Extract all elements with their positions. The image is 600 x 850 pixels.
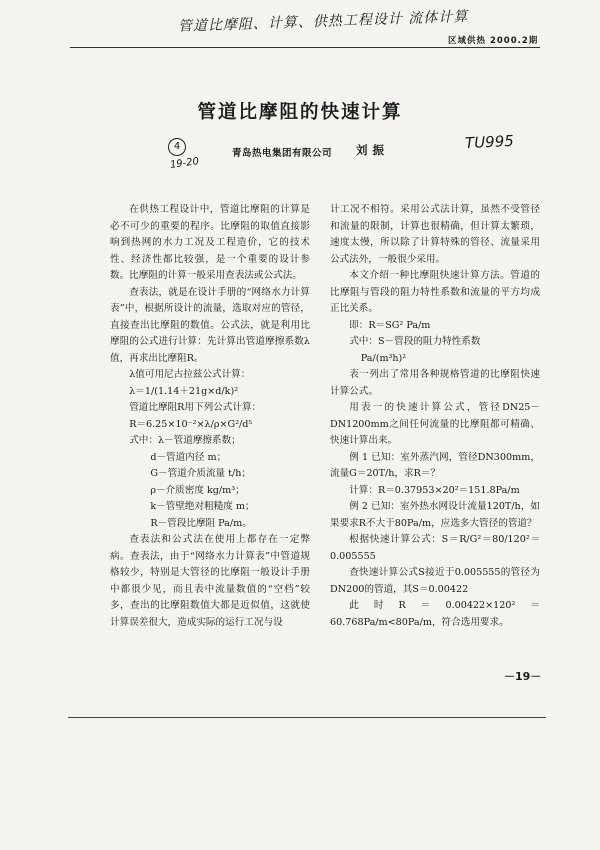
- example: 例 1 已知：室外蒸汽网，管径DN300mm，流量G＝20T/h，求R＝？: [330, 451, 540, 479]
- example: 例 2 已知：室外热水网设计流量120T/h，如果要求R不大于80Pa/m，应选多大管径的管道？: [330, 501, 540, 529]
- paragraph: 在供热工程设计中，管道比摩阻的计算是必不可少的重要的程序。比摩阻的取值直接影响到热网的水力工况及工程造价，它的技术性、经济性都比较强，是一个重要的设计参数。比摩阻的计算一般采用查表法或公式法。: [110, 204, 310, 281]
- legend-line: d－管道内径 m；: [150, 451, 227, 463]
- handwritten-note-top: 管道比摩阻、计算、供热工程设计 流体计算: [177, 8, 469, 35]
- legend-line: ρ－介质密度 kg/m³；: [150, 484, 245, 496]
- paragraph: 查表法，就是在设计手册的“网络水力计算表”中，根据所设计的流量，选取对应的管径，直接查出比摩阻的数值。公式法，就是利用比摩阻的公式进行计算：先计算出管道摩擦系数λ值，再求出比摩阻R。: [110, 286, 310, 364]
- handwritten-page-range: 19-20: [169, 156, 200, 171]
- legend-line: R－管段比摩阻 Pa/m。: [150, 517, 252, 529]
- example: 计算：R＝0.37953×20²＝151.8Pa/m: [349, 484, 520, 496]
- example: 查快速计算公式S接近于0.005555的管径为DN200的管道，其S＝0.00422: [330, 567, 540, 595]
- example: 根据快速计算公式：S＝R/G²＝80/120²＝0.005555: [330, 534, 540, 562]
- right-column: [330, 202, 540, 631]
- legend-line: G－管道介质流量 t/h；: [150, 468, 252, 479]
- legend-line: k－管壁绝对粗糙度 m；: [150, 501, 255, 512]
- legend-line: 式中：S－管段的阻力特性系数: [349, 336, 481, 347]
- paragraph: 本文介绍一种比摩阻快速计算方法。管道的比摩阻与管段的阻力特性系数和流量的平方均成正比关系。: [330, 270, 540, 314]
- page-number: －19－: [504, 670, 542, 683]
- formula: 即：R＝SG² Pa/m: [349, 319, 431, 331]
- header-rule: [70, 47, 540, 48]
- legend-line: Pa/(m³h)²: [360, 352, 407, 364]
- handwritten-circle-number: 4: [168, 138, 186, 156]
- legend-line: 式中：λ－管道摩擦系数；: [129, 435, 241, 446]
- formula: R＝6.25×10⁻²×λ/ρ×G²/d⁵: [129, 418, 253, 430]
- paragraph: 用表一的快速计算公式，管径DN25－DN1200mm之间任何流量的比摩阻都可精确、快速计算出来。: [330, 402, 540, 446]
- author-name: 刘振: [356, 143, 389, 157]
- paragraph: 管道比摩阻R用下列公式计算：: [129, 402, 262, 413]
- journal-header: 区域供热 2000.2期: [448, 36, 539, 46]
- footer-rule: [68, 717, 546, 718]
- paragraph: λ值可用尼古拉兹公式计算：: [129, 369, 251, 380]
- paragraph: 计工况不相符。采用公式法计算，虽然不受管径和流量的限制，计算也很精确，但计算太繁琐，速度太慢，所以除了计算特殊的管径、流量采用公式法外，一般很少采用。: [330, 204, 540, 265]
- author-affiliation: 青岛热电集团有限公司: [232, 148, 333, 159]
- article-title: 管道比摩阻的快速计算: [197, 102, 403, 123]
- left-column: [110, 202, 310, 631]
- formula: λ＝1/(1.14＋21g×d/k)²: [129, 385, 239, 397]
- example: 此时R＝0.00422×120²＝60.768Pa/m<80Pa/m，符合选用要求。: [330, 600, 540, 628]
- handwritten-classification: TU995: [464, 131, 515, 153]
- paragraph: 查表法和公式法在使用上都存在一定弊病。查表法，由于“网络水力计算表”中管道规格较少，特别是大管径的比摩阻一般设计手册中都很少见，而且表中流量数值的“空档”较多，查出的比摩阻数值大都是近似值，这就使计算误差很大，造成实际的运行工况与设: [110, 534, 310, 628]
- paragraph: 表一列出了常用各种规格管道的比摩阻快速计算公式。: [330, 369, 540, 397]
